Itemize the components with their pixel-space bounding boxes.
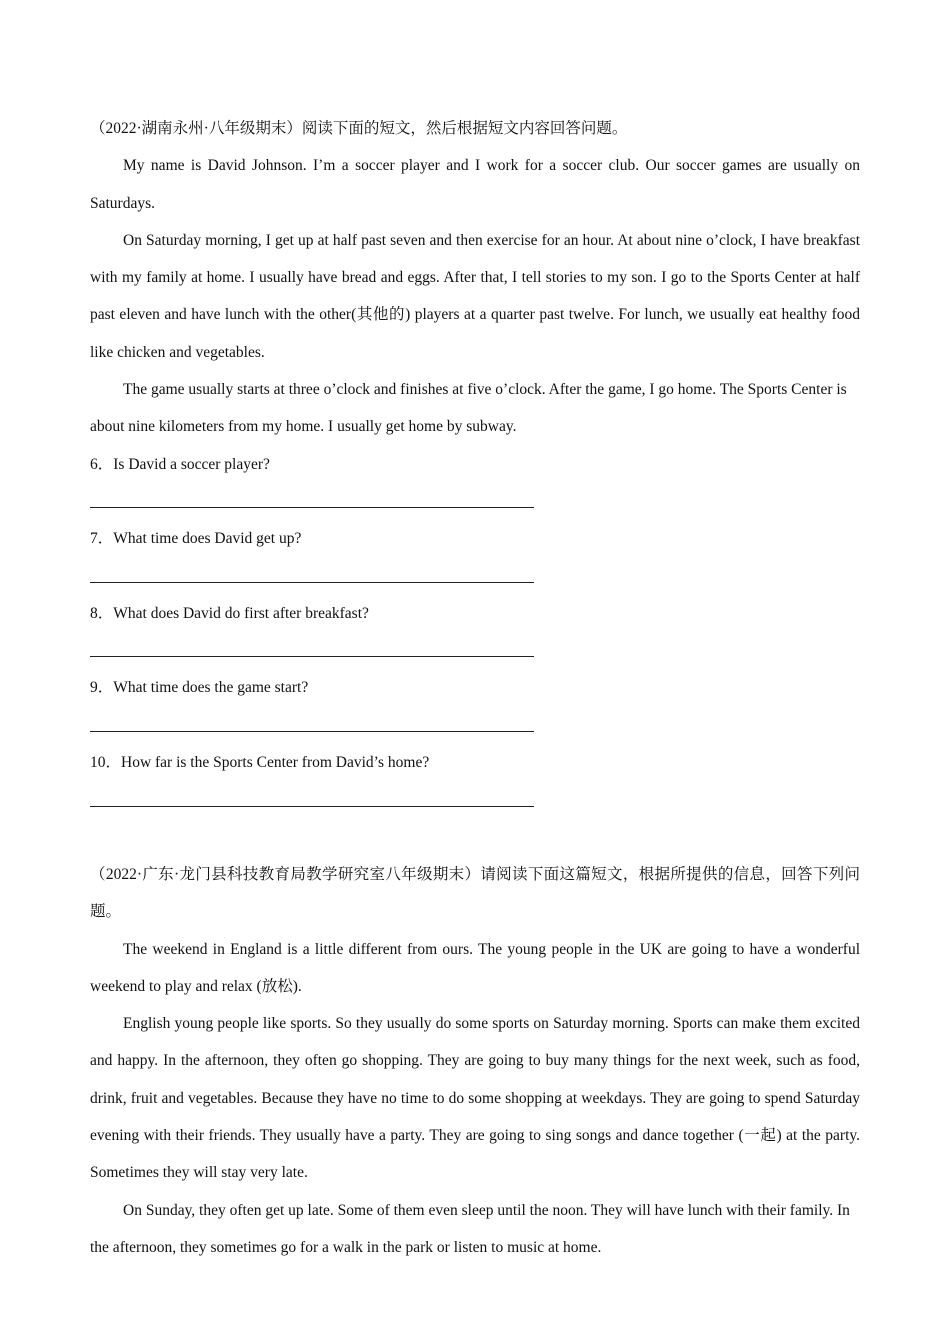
passage2-paragraph-2: English young people like sports. So they usually do some sports on Saturday morning. Sports can make them excited and happy. In the afternoon, they often go shopping. They are going to buy many things for the next week, such as food, drink, fruit and vegetables. Because they have no time to do some shopping at weekdays. They are going to spend Saturday evening with their friends. They usually have a party. They are going to sing songs and dance together (一起) at the party. Sometimes they will stay very late.	[90, 1015, 860, 1182]
answer-line-10[interactable]	[90, 781, 534, 818]
passage2-paragraph-3: On Sunday, they often get up late. Some of them even sleep until the noon. They will have lunch with their family. In the afternoon, they sometimes go for a walk in the park or listen to music at home.	[90, 1201, 850, 1256]
passage1-paragraph-1: My name is David Johnson. I’m a soccer player and I work for a soccer club. Our soccer games are usually on Saturdays.	[90, 157, 860, 212]
answer-line-6[interactable]	[90, 483, 534, 520]
passage1-paragraph-3: The game usually starts at three o’clock and finishes at five o’clock. After the game, I go home. The Sports Center is about nine kilometers from my home. I usually get home by subway.	[90, 381, 847, 436]
question-8: 8．What does David do first after breakfast?	[90, 604, 369, 622]
question-7: 7．What time does David get up?	[90, 530, 302, 548]
question-10: 10．How far is the Sports Center from David’s home?	[90, 754, 430, 772]
answer-line-9[interactable]	[90, 707, 534, 744]
document-page	[90, 110, 860, 1266]
question-6: 6．Is David a soccer player?	[90, 455, 270, 473]
answer-line-8[interactable]	[90, 632, 534, 669]
section-gap	[90, 819, 860, 856]
section2-header: （2022·广东·龙门县科技教育局教学研究室八年级期末）请阅读下面这篇短文，根据所提供的信息，回答下列问题。	[90, 865, 860, 921]
question-9: 9．What time does the game start?	[90, 679, 309, 697]
passage1-paragraph-2: On Saturday morning, I get up at half past seven and then exercise for an hour. At about nine o’clock, I have breakfast with my family at home. I usually have bread and eggs. After that, I tell stories to my son. I go to the Sports Center at half past eleven and have lunch with the other(其他的) players at a quarter past twelve. For lunch, we usually eat healthy food like chicken and vegetables.	[90, 231, 860, 361]
section1-header: （2022·湖南永州·八年级期末）阅读下面的短文，然后根据短文内容回答问题。	[90, 120, 628, 137]
passage2-paragraph-1: The weekend in England is a little different from ours. The young people in the UK are going to have a wonderful weekend to play and relax (放松).	[90, 940, 860, 995]
answer-line-7[interactable]	[90, 558, 534, 595]
